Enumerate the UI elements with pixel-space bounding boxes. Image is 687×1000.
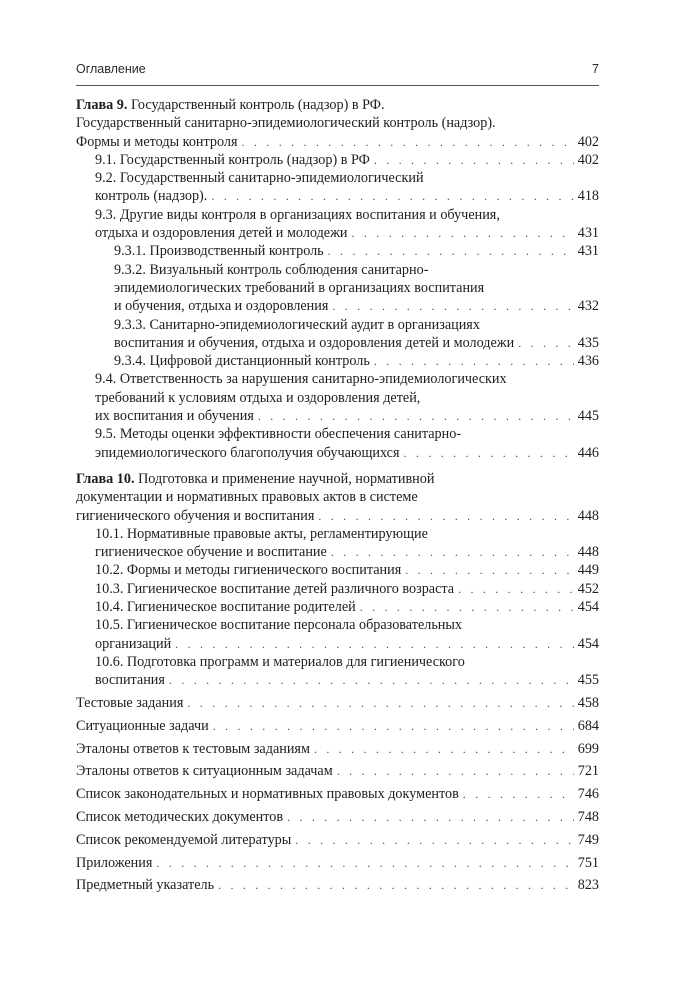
leader-dots: [213, 717, 574, 735]
toc-section-10-1[interactable]: [76, 525, 599, 562]
entry-title: Список законодательных и нормативных правовых документов: [76, 786, 459, 803]
toc-section-9-1[interactable]: [76, 151, 599, 169]
section-page: 452: [577, 580, 599, 597]
entry-page: 749: [577, 831, 599, 848]
entry-title: Эталоны ответов к ситуационным задачам: [76, 763, 333, 780]
chapter-9-title-line-2: Государственный санитарно-эпидемиологический контроль (надзор).: [76, 115, 496, 132]
chapter-10-label: Глава 10.: [76, 470, 135, 487]
leader-dots: [295, 831, 573, 849]
chapter-10-title-line-3: гигиенического обучения и воспитания: [76, 507, 315, 524]
leader-dots: [242, 133, 574, 151]
leader-dots: [169, 671, 574, 689]
toc-section-9-4[interactable]: [76, 370, 599, 425]
section-title-line-1: 9.2. Государственный санитарно-эпидемиологический: [95, 170, 424, 187]
leader-dots: [405, 561, 573, 579]
section-title: 10.4. Гигиеническое воспитание родителей: [95, 599, 356, 616]
leader-dots: [287, 808, 574, 826]
section-page: 454: [577, 599, 599, 616]
section-title-line-1: 9.3. Другие виды контроля в организациях воспитания и обучения,: [95, 206, 500, 223]
section-title-line-1: 9.5. Методы оценки эффективности обеспечения санитарно-: [95, 426, 462, 443]
subsection-title-line-1: 9.3.3. Санитарно-эпидемиологический аудит в организациях: [114, 316, 480, 333]
chapter-9-title-line-3: Формы и методы контроля: [76, 133, 238, 150]
chapter-9-page: 402: [577, 133, 599, 150]
entry-title: Предметный указатель: [76, 877, 215, 894]
section-title-last-line: контроль (надзор).: [95, 188, 208, 205]
chapter-10-title-line-2: документации и нормативных правовых актов в системе: [76, 489, 418, 506]
toc-chapter-9[interactable]: [76, 96, 599, 151]
subsection-title-last-line: воспитания и обучения, отдыха и оздоровления детей и молодежи: [114, 334, 515, 351]
leader-dots: [518, 334, 574, 352]
entry-page: 684: [577, 717, 599, 734]
section-title-line-1: 9.4. Ответственность за нарушения санитарно-эпидемиологических: [95, 371, 507, 388]
running-header: [76, 62, 599, 82]
section-page: 448: [577, 544, 599, 561]
entry-title: Приложения: [76, 854, 153, 871]
leader-dots: [458, 580, 574, 598]
header-title: Оглавление: [76, 62, 146, 76]
entry-title: Тестовые задания: [76, 695, 184, 711]
entry-title: Список рекомендуемой литературы: [76, 831, 292, 848]
section-title-last-line: организаций: [95, 635, 172, 652]
section-page: 449: [577, 562, 599, 579]
toc-situational-answers[interactable]: [76, 762, 599, 780]
leader-dots: [314, 740, 574, 758]
section-title-line-1: 10.6. Подготовка программ и материалов для гигиенического: [95, 653, 465, 670]
entry-page: 721: [577, 763, 599, 780]
section-title-last-line: их воспитания и обучения: [95, 408, 254, 425]
subsection-title-line-2: эпидемиологических требований в организациях воспитания: [114, 279, 485, 296]
section-page: 402: [577, 151, 599, 168]
section-page: 418: [577, 188, 599, 205]
chapter-9-label: Глава 9.: [76, 97, 128, 113]
entry-page: 748: [577, 808, 599, 825]
toc-test-tasks[interactable]: [76, 694, 599, 712]
toc-subsection-9-3-2[interactable]: [76, 261, 599, 316]
section-title-last-line: гигиеническое обучение и воспитание: [95, 544, 327, 561]
section-title-line-2: требований к условиям отдыха и оздоровления детей,: [95, 389, 421, 406]
section-page: 455: [577, 672, 599, 689]
section-title: 10.3. Гигиеническое воспитание детей различного возраста: [95, 580, 455, 597]
leader-dots: [175, 635, 574, 653]
toc-section-10-3[interactable]: [76, 580, 599, 598]
header-page-number: 7: [592, 62, 599, 76]
subsection-title-last-line: и обучения, отдыха и оздоровления: [114, 298, 329, 315]
chapter-10-title-line-1: Подготовка и применение научной, нормативной: [138, 470, 435, 487]
leader-dots: [337, 762, 574, 780]
entry-title: Список методических документов: [76, 808, 284, 825]
toc-methodical-documents[interactable]: [76, 808, 599, 826]
subsection-page: 432: [577, 298, 599, 315]
leader-dots: [463, 785, 574, 803]
section-title-last-line: отдыха и оздоровления детей и молодежи: [95, 225, 348, 242]
leader-dots: [218, 876, 574, 894]
subsection-title-line-1: 9.3.2. Визуальный контроль соблюдения санитарно-: [114, 261, 429, 278]
section-title-line-1: 10.5. Гигиеническое воспитание персонала образовательных: [95, 617, 463, 634]
leader-dots: [318, 507, 573, 525]
leader-dots: [360, 598, 574, 616]
entry-title: Эталоны ответов к тестовым заданиям: [76, 740, 310, 757]
leader-dots: [374, 352, 574, 370]
toc-subsection-9-3-1[interactable]: [76, 242, 599, 260]
section-title-line-1: 10.1. Нормативные правовые акты, регламентирующие: [95, 525, 428, 542]
section-page: 446: [577, 444, 599, 461]
toc-section-10-5[interactable]: [76, 616, 599, 653]
leader-dots: [211, 187, 573, 205]
toc-section-10-4[interactable]: [76, 598, 599, 616]
entry-page: 751: [577, 854, 599, 871]
entry-page: 699: [577, 740, 599, 757]
leader-dots: [352, 224, 574, 242]
toc-subsection-9-3-4[interactable]: [76, 352, 599, 370]
leader-dots: [328, 242, 574, 260]
toc-situational-tasks[interactable]: [76, 717, 599, 735]
leader-dots: [331, 543, 574, 561]
section-page: 454: [577, 635, 599, 652]
table-of-contents: [76, 96, 599, 895]
chapter-10-page: 448: [577, 507, 599, 524]
section-title: 9.1. Государственный контроль (надзор) в РФ: [95, 151, 370, 168]
subsection-page: 436: [577, 353, 599, 370]
toc-subsection-9-3-3[interactable]: [76, 316, 599, 353]
entry-page: 823: [577, 877, 599, 894]
section-title-last-line: эпидемиологического благополучия обучающихся: [95, 444, 400, 461]
section-title: 10.2. Формы и методы гигиенического воспитания: [95, 562, 402, 579]
toc-test-answers[interactable]: [76, 740, 599, 758]
toc-section-9-3[interactable]: [76, 206, 599, 243]
toc-chapter-10[interactable]: [76, 470, 599, 525]
toc-section-10-2[interactable]: [76, 561, 599, 579]
entry-page: 746: [577, 786, 599, 803]
leader-dots: [156, 854, 573, 872]
toc-section-10-6[interactable]: [76, 653, 599, 690]
entry-title: Ситуационные задачи: [76, 717, 209, 734]
toc-section-9-2[interactable]: [76, 169, 599, 206]
entry-page: 458: [577, 695, 599, 711]
leader-dots: [332, 297, 573, 315]
section-page: 445: [577, 408, 599, 425]
header-divider: [76, 85, 599, 86]
subsection-page: 435: [577, 334, 599, 351]
chapter-9-title-line-1: Государственный контроль (надзор) в РФ.: [130, 97, 385, 113]
toc-subject-index[interactable]: [76, 876, 599, 894]
toc-legal-documents[interactable]: [76, 785, 599, 803]
subsection-page: 431: [577, 243, 599, 260]
leader-dots: [374, 151, 574, 169]
toc-appendices[interactable]: [76, 854, 599, 872]
toc-section-9-5[interactable]: [76, 425, 599, 462]
leader-dots: [404, 444, 574, 462]
section-page: 431: [577, 225, 599, 242]
toc-recommended-literature[interactable]: [76, 831, 599, 849]
subsection-title: 9.3.4. Цифровой дистанционный контроль: [114, 353, 370, 370]
section-title-last-line: воспитания: [95, 672, 165, 689]
leader-dots: [258, 407, 574, 425]
leader-dots: [187, 694, 573, 712]
subsection-title: 9.3.1. Производственный контроль: [114, 243, 324, 260]
